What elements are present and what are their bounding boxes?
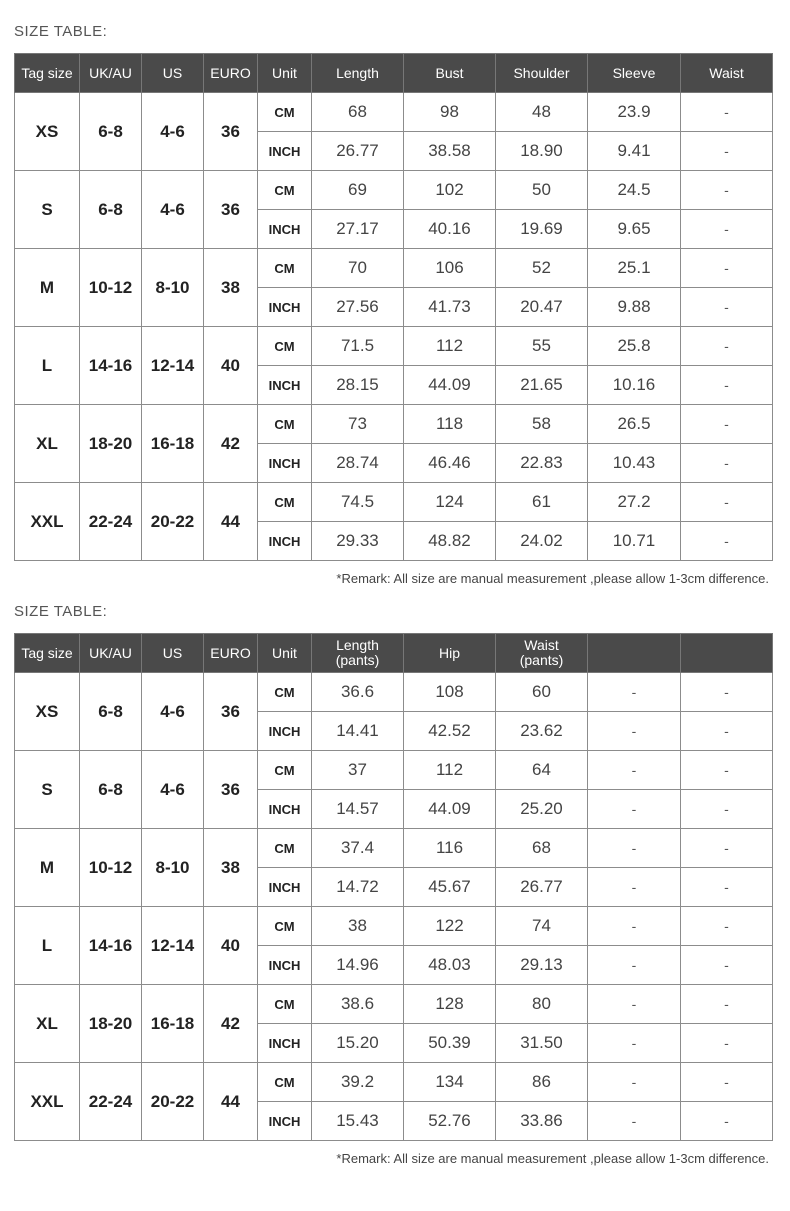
measure-cell: 61 <box>496 483 588 522</box>
table-row-cm <box>15 171 773 210</box>
measure-cell: - <box>588 673 681 712</box>
us-cell: 4-6 <box>142 93 204 171</box>
measure-cell: 50 <box>496 171 588 210</box>
measure-cell: 37 <box>312 751 404 790</box>
measure-cell: 68 <box>312 93 404 132</box>
measure-cell: 68 <box>496 829 588 868</box>
measure-cell: 50.39 <box>404 1024 496 1063</box>
column-header: EURO <box>204 54 258 93</box>
section-title: SIZE TABLE: <box>14 23 108 40</box>
tag-size-cell: XS <box>15 673 80 751</box>
euro-cell: 44 <box>204 1063 258 1141</box>
us-cell: 8-10 <box>142 249 204 327</box>
uk-au-cell: 6-8 <box>80 171 142 249</box>
measure-cell: - <box>588 712 681 751</box>
unit-cell: CM <box>258 171 312 210</box>
measure-cell: 38.6 <box>312 985 404 1024</box>
measure-cell: 80 <box>496 985 588 1024</box>
measure-cell: - <box>681 985 773 1024</box>
column-header: Tag size <box>15 54 80 93</box>
measure-cell: - <box>681 210 773 249</box>
measure-cell: - <box>681 1063 773 1102</box>
table-row-cm <box>15 829 773 868</box>
measure-cell: 24.5 <box>588 171 681 210</box>
euro-cell: 42 <box>204 985 258 1063</box>
euro-cell: 36 <box>204 673 258 751</box>
measure-cell: 15.20 <box>312 1024 404 1063</box>
euro-cell: 36 <box>204 751 258 829</box>
unit-cell: INCH <box>258 712 312 751</box>
measure-cell: - <box>681 790 773 829</box>
measure-cell: 27.17 <box>312 210 404 249</box>
euro-cell: 40 <box>204 907 258 985</box>
column-header: Length (pants) <box>312 634 404 673</box>
us-cell: 4-6 <box>142 751 204 829</box>
uk-au-cell: 22-24 <box>80 1063 142 1141</box>
euro-cell: 36 <box>204 93 258 171</box>
euro-cell: 38 <box>204 249 258 327</box>
measure-cell: 52 <box>496 249 588 288</box>
measure-cell: - <box>681 751 773 790</box>
unit-cell: INCH <box>258 366 312 405</box>
us-cell: 12-14 <box>142 907 204 985</box>
tag-size-cell: S <box>15 171 80 249</box>
table-row-cm <box>15 1063 773 1102</box>
measure-cell: - <box>681 946 773 985</box>
measure-cell: - <box>681 673 773 712</box>
unit-cell: CM <box>258 673 312 712</box>
measure-cell: 14.96 <box>312 946 404 985</box>
euro-cell: 44 <box>204 483 258 561</box>
measure-cell: 40.16 <box>404 210 496 249</box>
measure-cell: 25.1 <box>588 249 681 288</box>
column-header <box>588 634 681 673</box>
measure-cell: 70 <box>312 249 404 288</box>
measure-cell: - <box>588 1063 681 1102</box>
tag-size-cell: L <box>15 327 80 405</box>
unit-cell: INCH <box>258 132 312 171</box>
measure-cell: 38.58 <box>404 132 496 171</box>
uk-au-cell: 22-24 <box>80 483 142 561</box>
measure-cell: - <box>681 483 773 522</box>
header-row <box>15 54 773 93</box>
us-cell: 20-22 <box>142 483 204 561</box>
measure-cell: 69 <box>312 171 404 210</box>
measure-cell: 112 <box>404 751 496 790</box>
unit-cell: INCH <box>258 288 312 327</box>
measure-cell: 23.9 <box>588 93 681 132</box>
measure-cell: 48.82 <box>404 522 496 561</box>
table-row-cm <box>15 249 773 288</box>
column-header: Hip <box>404 634 496 673</box>
measure-cell: 28.74 <box>312 444 404 483</box>
measure-cell: 41.73 <box>404 288 496 327</box>
uk-au-cell: 10-12 <box>80 249 142 327</box>
tag-size-cell: S <box>15 751 80 829</box>
unit-cell: INCH <box>258 210 312 249</box>
size-table-tops <box>14 53 773 561</box>
measure-cell: 38 <box>312 907 404 946</box>
tag-size-cell: XXL <box>15 1063 80 1141</box>
measure-cell: 27.2 <box>588 483 681 522</box>
measure-cell: 112 <box>404 327 496 366</box>
section-title: SIZE TABLE: <box>14 603 108 620</box>
measure-cell: - <box>588 985 681 1024</box>
measure-cell: 73 <box>312 405 404 444</box>
unit-cell: INCH <box>258 1024 312 1063</box>
uk-au-cell: 6-8 <box>80 673 142 751</box>
measure-cell: 10.43 <box>588 444 681 483</box>
measure-cell: 60 <box>496 673 588 712</box>
measure-cell: 118 <box>404 405 496 444</box>
measure-cell: 24.02 <box>496 522 588 561</box>
uk-au-cell: 18-20 <box>80 405 142 483</box>
uk-au-cell: 6-8 <box>80 93 142 171</box>
measure-cell: 36.6 <box>312 673 404 712</box>
us-cell: 16-18 <box>142 985 204 1063</box>
table-row-cm <box>15 327 773 366</box>
unit-cell: CM <box>258 829 312 868</box>
measure-cell: - <box>588 1024 681 1063</box>
column-header: UK/AU <box>80 54 142 93</box>
measure-cell: 46.46 <box>404 444 496 483</box>
us-cell: 4-6 <box>142 673 204 751</box>
measure-cell: 98 <box>404 93 496 132</box>
unit-cell: CM <box>258 93 312 132</box>
measure-cell: - <box>681 712 773 751</box>
column-header: Waist <box>681 54 773 93</box>
measure-cell: 74.5 <box>312 483 404 522</box>
tag-size-cell: XL <box>15 985 80 1063</box>
column-header <box>681 634 773 673</box>
header-row <box>15 634 773 673</box>
column-header: Bust <box>404 54 496 93</box>
measure-cell: 27.56 <box>312 288 404 327</box>
uk-au-cell: 14-16 <box>80 327 142 405</box>
measure-cell: 37.4 <box>312 829 404 868</box>
size-table-pants <box>14 633 773 1141</box>
measure-cell: - <box>588 946 681 985</box>
tag-size-cell: M <box>15 249 80 327</box>
unit-cell: CM <box>258 985 312 1024</box>
unit-cell: CM <box>258 751 312 790</box>
measure-cell: - <box>681 93 773 132</box>
uk-au-cell: 6-8 <box>80 751 142 829</box>
measure-cell: 39.2 <box>312 1063 404 1102</box>
table-row-cm <box>15 907 773 946</box>
us-cell: 4-6 <box>142 171 204 249</box>
measure-cell: 122 <box>404 907 496 946</box>
unit-cell: INCH <box>258 522 312 561</box>
measure-cell: 52.76 <box>404 1102 496 1141</box>
measure-cell: 128 <box>404 985 496 1024</box>
measure-cell: - <box>681 444 773 483</box>
unit-cell: CM <box>258 249 312 288</box>
tag-size-cell: XS <box>15 93 80 171</box>
euro-cell: 42 <box>204 405 258 483</box>
measure-cell: 23.62 <box>496 712 588 751</box>
unit-cell: CM <box>258 405 312 444</box>
unit-cell: INCH <box>258 1102 312 1141</box>
measure-cell: 26.77 <box>312 132 404 171</box>
measure-cell: 33.86 <box>496 1102 588 1141</box>
remark-note: *Remark: All size are manual measurement ,please allow 1-3cm difference. <box>336 571 769 586</box>
unit-cell: CM <box>258 1063 312 1102</box>
measure-cell: 31.50 <box>496 1024 588 1063</box>
measure-cell: - <box>681 366 773 405</box>
measure-cell: - <box>681 1102 773 1141</box>
table-row-cm <box>15 985 773 1024</box>
measure-cell: 44.09 <box>404 790 496 829</box>
measure-cell: 20.47 <box>496 288 588 327</box>
measure-cell: - <box>681 171 773 210</box>
column-header: Waist (pants) <box>496 634 588 673</box>
column-header: Unit <box>258 54 312 93</box>
column-header: Length <box>312 54 404 93</box>
unit-cell: INCH <box>258 868 312 907</box>
tag-size-cell: XXL <box>15 483 80 561</box>
column-header: UK/AU <box>80 634 142 673</box>
euro-cell: 38 <box>204 829 258 907</box>
table-row-cm <box>15 751 773 790</box>
measure-cell: - <box>681 327 773 366</box>
tag-size-cell: M <box>15 829 80 907</box>
unit-cell: INCH <box>258 790 312 829</box>
measure-cell: 19.69 <box>496 210 588 249</box>
measure-cell: - <box>588 829 681 868</box>
measure-cell: 102 <box>404 171 496 210</box>
measure-cell: 10.71 <box>588 522 681 561</box>
euro-cell: 40 <box>204 327 258 405</box>
unit-cell: CM <box>258 327 312 366</box>
measure-cell: 28.15 <box>312 366 404 405</box>
measure-cell: - <box>681 405 773 444</box>
measure-cell: 71.5 <box>312 327 404 366</box>
measure-cell: 25.20 <box>496 790 588 829</box>
measure-cell: 86 <box>496 1063 588 1102</box>
measure-cell: 45.67 <box>404 868 496 907</box>
measure-cell: 74 <box>496 907 588 946</box>
measure-cell: - <box>681 829 773 868</box>
column-header: Tag size <box>15 634 80 673</box>
column-header: Shoulder <box>496 54 588 93</box>
measure-cell: 134 <box>404 1063 496 1102</box>
measure-cell: 10.16 <box>588 366 681 405</box>
measure-cell: - <box>681 907 773 946</box>
measure-cell: - <box>588 1102 681 1141</box>
column-header: Sleeve <box>588 54 681 93</box>
measure-cell: 21.65 <box>496 366 588 405</box>
measure-cell: 9.65 <box>588 210 681 249</box>
measure-cell: 26.5 <box>588 405 681 444</box>
measure-cell: 42.52 <box>404 712 496 751</box>
measure-cell: 14.57 <box>312 790 404 829</box>
measure-cell: 29.13 <box>496 946 588 985</box>
table-row-cm <box>15 405 773 444</box>
table-row-cm <box>15 93 773 132</box>
tag-size-cell: XL <box>15 405 80 483</box>
measure-cell: 26.77 <box>496 868 588 907</box>
us-cell: 16-18 <box>142 405 204 483</box>
measure-cell: 9.41 <box>588 132 681 171</box>
measure-cell: - <box>681 522 773 561</box>
measure-cell: - <box>588 790 681 829</box>
measure-cell: 44.09 <box>404 366 496 405</box>
measure-cell: 15.43 <box>312 1102 404 1141</box>
measure-cell: - <box>588 907 681 946</box>
unit-cell: INCH <box>258 444 312 483</box>
measure-cell: 116 <box>404 829 496 868</box>
table-row-cm <box>15 673 773 712</box>
measure-cell: 48 <box>496 93 588 132</box>
measure-cell: 58 <box>496 405 588 444</box>
uk-au-cell: 10-12 <box>80 829 142 907</box>
remark-note: *Remark: All size are manual measurement ,please allow 1-3cm difference. <box>336 1151 769 1166</box>
column-header: US <box>142 54 204 93</box>
measure-cell: 64 <box>496 751 588 790</box>
measure-cell: - <box>681 288 773 327</box>
measure-cell: 124 <box>404 483 496 522</box>
euro-cell: 36 <box>204 171 258 249</box>
measure-cell: 106 <box>404 249 496 288</box>
uk-au-cell: 18-20 <box>80 985 142 1063</box>
unit-cell: INCH <box>258 946 312 985</box>
column-header: EURO <box>204 634 258 673</box>
us-cell: 12-14 <box>142 327 204 405</box>
measure-cell: 18.90 <box>496 132 588 171</box>
measure-cell: - <box>681 868 773 907</box>
measure-cell: 9.88 <box>588 288 681 327</box>
us-cell: 8-10 <box>142 829 204 907</box>
measure-cell: - <box>588 868 681 907</box>
measure-cell: - <box>681 132 773 171</box>
table-row-cm <box>15 483 773 522</box>
unit-cell: CM <box>258 483 312 522</box>
column-header: US <box>142 634 204 673</box>
column-header: Unit <box>258 634 312 673</box>
measure-cell: 25.8 <box>588 327 681 366</box>
measure-cell: 22.83 <box>496 444 588 483</box>
measure-cell: 14.41 <box>312 712 404 751</box>
measure-cell: - <box>681 249 773 288</box>
measure-cell: - <box>681 1024 773 1063</box>
tag-size-cell: L <box>15 907 80 985</box>
unit-cell: CM <box>258 907 312 946</box>
us-cell: 20-22 <box>142 1063 204 1141</box>
measure-cell: 108 <box>404 673 496 712</box>
measure-cell: 29.33 <box>312 522 404 561</box>
measure-cell: 48.03 <box>404 946 496 985</box>
measure-cell: 55 <box>496 327 588 366</box>
uk-au-cell: 14-16 <box>80 907 142 985</box>
measure-cell: - <box>588 751 681 790</box>
measure-cell: 14.72 <box>312 868 404 907</box>
